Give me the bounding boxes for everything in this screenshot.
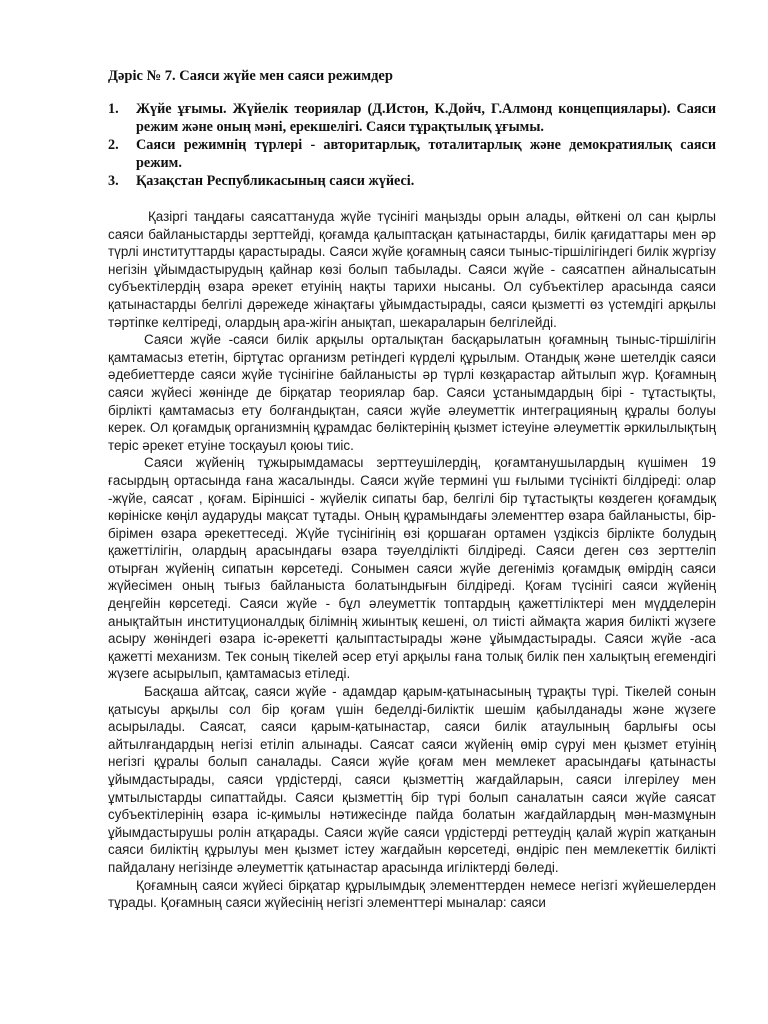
topic-item [108, 136, 716, 172]
body-paragraph: Қоғамның саяси жүйесі бірқатар құрылымдық элементтерден немесе негізгі жүйешелерден тұрады. Қоғамның саяси жүйесінің негізгі элементтері мыналар: саяси [108, 877, 716, 911]
topic-number: 2. [108, 137, 119, 153]
lecture-body [108, 208, 716, 912]
topic-item [108, 100, 716, 136]
topic-list [108, 100, 716, 190]
topic-text: Қазақстан Республикасының саяси жүйесі. [136, 173, 415, 189]
topic-item [108, 172, 716, 190]
body-paragraph: Басқаша айтсақ, саяси жүйе - адамдар қарым-қатынасының тұрақты түрі. Тікелей сонын қатысуы арқылы сол бір қоғам үшін беделді-биліктік шешім қабылданады және жүзеге асырылады. Саясат, саяси қарым-қатынастар, саяси билік атаулының барлығы осы айтылғандардың негізі етіліп алынады. Саясат саяси жүйенің өмір сүруі мен қызмет етуінің негізгі құралы болып саналады. Саяси жүйе қоғам мен мемлекет арасындағы қатынасты ұйымдастырады, саяси үрдістерді, саяси қызметтің жағдайларын, саяси ілгерілеу мен ұмтылыстарды сипаттайды. Саяси қызметтің бір түрі болып саналатын саяси жүйе саясат субъектілерінің өзара іс-қимылы нәтижесінде пайда болатын жағдайлардың мән-мазмұнын ұйымдастырушы ролін атқарады. Саяси жүйе саяси үрдістерді реттеудің қалай жүріп жатқанын саяси биліктің құрылуы мен қызмет істеу жағдайын көрсетеді, өндіріс пен мемлекеттік билікті пайдалану негізінде әлеуметтік қатынастар арасында игіліктерді бөледі. [108, 684, 716, 875]
lecture-title: Дәріс № 7. Саяси жүйе мен саяси режимдер [108, 68, 393, 84]
topic-text: Саяси режимнің түрлері - авторитарлық, тоталитарлық және демократиялық саяси режим. [136, 137, 716, 171]
document-page [108, 66, 716, 912]
body-paragraph: Саяси жүйенің тұжырымдамасы зерттеушілердің, қоғамтанушылардың күшімен 19 ғасырдың ортасында ғана жасалынды. Саяси жүйе термині үш ғылыми түсінікті білдіреді: олар -жүйе, саясат , қоғам. Біріншісі - жүйелік сипаты бар, белгілі бір тұтастықты көздеген қоғамдық көрініске көңіл аударуды мақсат тұтады. Оның құрамындағы элементтер өзара байланысты, бір-бірімен өзара әрекеттеседі. Жүйе түсінігінің өзі қоршаған ортамен үздіксіз бірлікте болудың қажеттілігін, олардың арасындағы өзара тәуелділікті білдіреді. Саяси деген сөз зерттеліп отырған жүйенің сипатын көрсетеді. Сонымен саяси жүйе дегеніміз қоғамдық өмірдің саяси жүйесімен оның тығыз байланыста болатындығын білдіреді. Қоғам түсінігі саяси жүйенің деңгейін көрсетеді. Саяси жүйе - бұл әлеуметтік топтардың қажеттіліктері мен мүдделерін анықтайтын институционалдық білімнің жиынтық кешені, ол тиісті аймақта жария билікті жүзеге асыру жөніндегі өзара іс-әрекетті қалыптастырады және ұйымдастырады. Саяси жүйе -аса қажетті механизм. Тек соның тікелей әсер етуі арқылы ғана толық билік пен халықтың егемендігі жүзеге асырылып, қамтамасыз етіледі. [108, 455, 716, 682]
topic-number: 1. [108, 101, 119, 117]
body-paragraph: Қазіргі таңдағы саясаттануда жүйе түсінігі маңызды орын алады, өйткені ол сан қырлы саяси байланыстарды зерттейді, қоғамда қалыптасқан қатынастарды, билік қағидаттары мен әр түрлі институттарды қарастырады. Саяси жүйе қоғамның саяси тыныс-тіршілігіндегі билік жүргізу негізін ұйымдастырудың қайнар көзі болып табылады. Саяси жүйе - саясатпен айналысатын субъектілердің өзара әрекет етуінің нақты тарихи нысаны. Ол субъектілер арасында саяси қатынастарды белгілі дәрежеде жінақтағы ұйымдастырады, саяси қызметті өз үстемдігі арқылы тәртіпке келтіреді, олардың ара-жігін анықтап, шекараларын белгілейді. [108, 209, 716, 330]
body-paragraph: Саяси жүйе -саяси билік арқылы орталықтан басқарылатын қоғамның тыныс-тіршілігін қамтамасыз ететін, біртұтас организм ретіндегі күрделі құрылым. Отандық және шетелдік саяси әдебиеттерде саяси жүйе түсінігіне байланысты әр түрлі көзқарастар айтылып жүр. Қоғамның саяси жүйесі жөнінде де бірқатар теориялар бар. Саяси ұстанымдардың бірі - тұтастықты, бірлікті қамтамасыз ету болғандықтан, саяси жүйе әлеуметтік интеграцияның құралы болуы керек. Ол қоғамдық организмнің құрамдас бөліктерінің қызмет істеуіне әлеуметтік әркилылықтың теріс әрекет етуіне тосқауыл қоюы тиіс. [108, 332, 716, 453]
topic-number: 3. [108, 173, 119, 189]
topic-text: Жүйе ұғымы. Жүйелік теориялар (Д.Истон, К.Дойч, Г.Алмонд концепциялары). Саяси режим және оның мәні, ерекшелігі. Саяси тұрақтылық ұғымы. [136, 101, 716, 135]
